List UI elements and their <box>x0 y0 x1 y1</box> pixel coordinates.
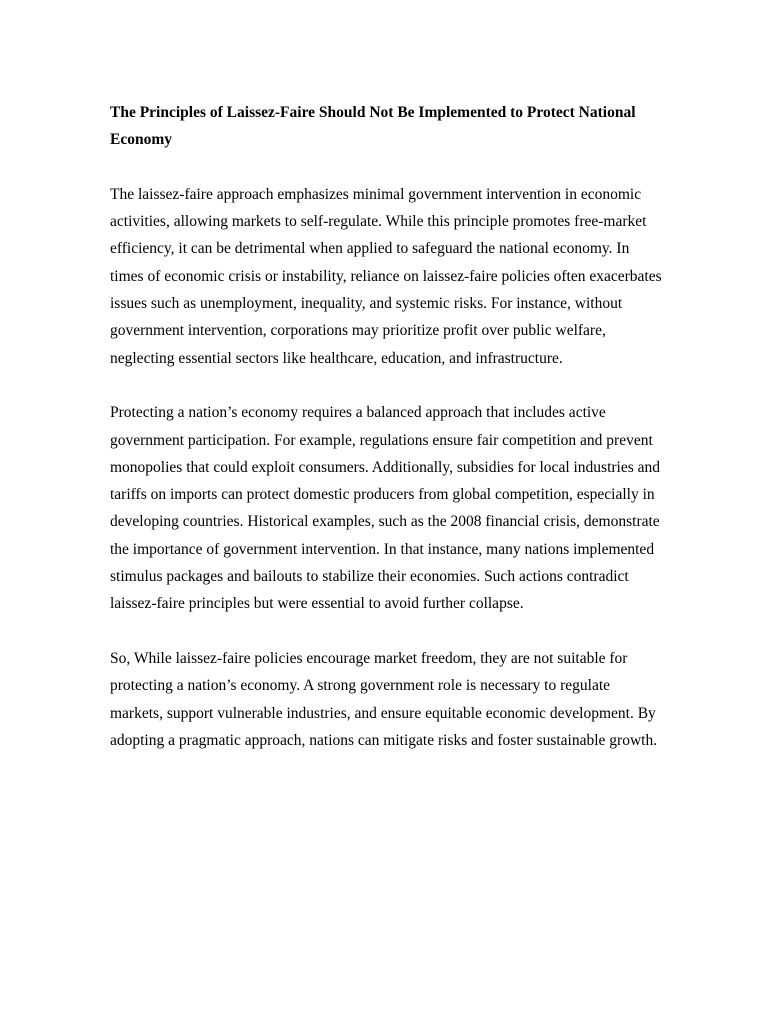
paragraph-argument: Protecting a nation’s economy requires a balanced approach that includes active government participation. For example, regulations ensure fair competition and prevent monopolies that could exploit consumers. Additionally, subsidies for local industries and tariffs on imports can protect domestic producers from global competition, especially in developing countries. Historical examples, such as the 2008 financial crisis, demonstrate the importance of government intervention. In that instance, many nations implemented stimulus packages and bailouts to stabilize their economies. Such actions contradict laissez-faire principles but were essential to avoid further collapse. <box>110 404 661 613</box>
document-page <box>110 99 666 781</box>
document-title: The Principles of Laissez-Faire Should Not Be Implemented to Protect National Economy <box>110 104 636 149</box>
paragraph-conclusion: So, While laissez-faire policies encourage market freedom, they are not suitable for protecting a nation’s economy. A strong government role is necessary to regulate markets, support vulnerable industries, and ensure equitable economic development. By adopting a pragmatic approach, nations can mitigate risks and foster sustainable growth. <box>110 649 658 749</box>
paragraph-intro: The laissez-faire approach emphasizes minimal government intervention in economic activities, allowing markets to self-regulate. While this principle promotes free-market efficiency, it can be detrimental when applied to safeguard the national economy. In times of economic crisis or instability, reliance on laissez-faire policies often exacerbates issues such as unemployment, inequality, and systemic risks. For instance, without government intervention, corporations may prioritize profit over public welfare, neglecting essential sectors like healthcare, education, and infrastructure. <box>110 185 662 367</box>
